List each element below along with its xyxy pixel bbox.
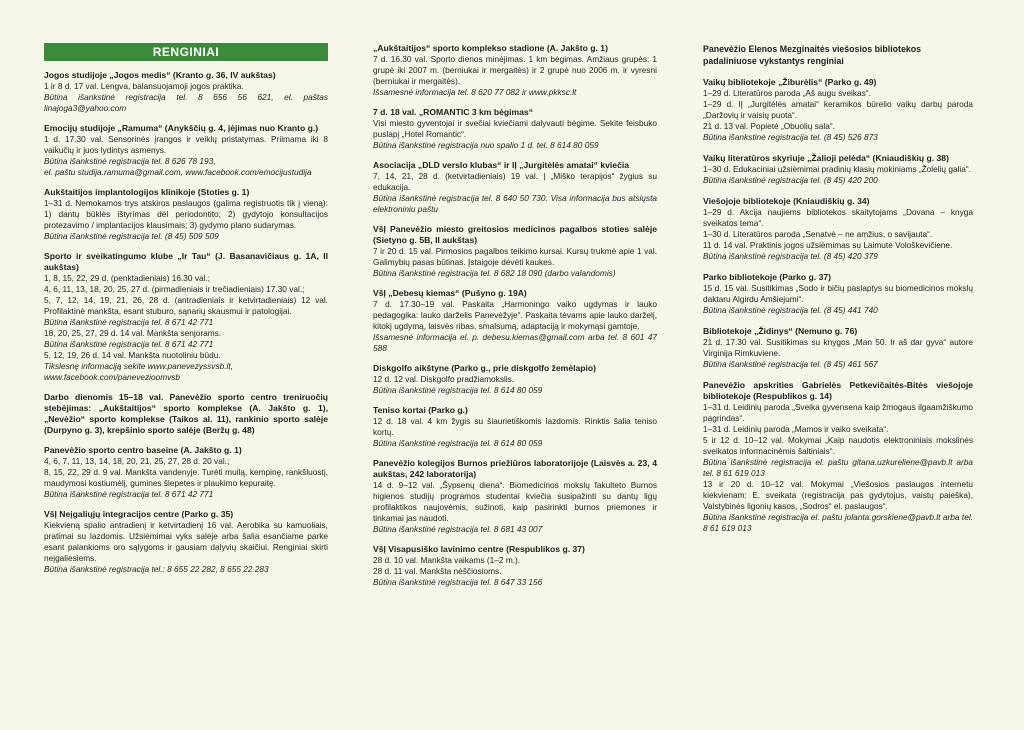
event-entry bbox=[44, 187, 328, 242]
event-venue: Darbo dienomis 15–18 val. Panevėžio sporto centro treniruočių stebėjimas: „Aukštaitijos“ sporto komplekse (A. Jakšto g. 1), „Nevėžio“ sporto komplekse (Taikos al. 11), rankinio sporto salėje (Durpyno g. 3), krepšinio sporto salėje (Beržų g. 48) bbox=[44, 392, 328, 435]
event-entry bbox=[703, 77, 973, 143]
event-registration: Būtina išankstinė registracija tel. (8 45) 526 873 bbox=[703, 132, 878, 142]
event-entry bbox=[703, 326, 973, 370]
event-detail: 1–31 d. Leidinių paroda „Sveika gyvensena kaip žmogaus ilgaamžiškumo pagrindas“. bbox=[703, 402, 973, 423]
event-entry bbox=[44, 70, 328, 114]
event-detail: 1 ir 8 d. 17 val. Lengva, balansuojamoji jogos praktika. bbox=[44, 81, 244, 91]
event-detail: Visi miesto gyventojai ir svečiai kviečiami dalyvauti bėgime. Sekite feisbuko puslapį „Hotel Romantic“. bbox=[373, 118, 657, 139]
event-entry bbox=[373, 160, 657, 215]
event-venue: Viešojoje bibliotekoje (Kniaudiškių g. 34) bbox=[703, 196, 870, 206]
event-venue: Aukštaitijos implantologijos klinikoje (Stoties g. 1) bbox=[44, 187, 250, 197]
event-venue: VšĮ „Debesų kiemas“ (Pušyno g. 19A) bbox=[373, 288, 527, 298]
event-entry bbox=[703, 153, 973, 186]
event-entry bbox=[703, 272, 973, 316]
event-detail: 5 ir 12 d. 10–12 val. Mokymai „Kaip naudotis elektroniniais mokslinės sveikatos informacinėmis šaltiniais“. bbox=[703, 435, 973, 456]
event-entry bbox=[373, 405, 657, 449]
event-registration: Būtina išankstinė registracija tel. (8 45) 441 740 bbox=[703, 305, 878, 315]
event-venue: Jogos studijoje „Jogos medis“ (Kranto g. 36, IV aukštas) bbox=[44, 70, 276, 80]
event-registration: Būtina išankstinė registracija tel. 8 656 56 621, el. paštas linajoga3@yahoo.com bbox=[44, 92, 328, 113]
event-venue: Diskgolfo aikštyne (Parko g., prie diskgolfo žemėlapio) bbox=[373, 363, 597, 373]
event-entry bbox=[373, 544, 657, 588]
event-detail: 5, 12, 19, 26 d. 14 val. Mankšta nuotoliniu būdu. bbox=[44, 350, 221, 360]
event-registration: Būtina išankstinė registracija tel. 8 682 18 090 (darbo valandomis) bbox=[373, 268, 616, 278]
event-detail: 7 d. 17.30–19 val. Paskaita „Harmoningo vaiko ugdymas ir lauko pedagogika: lauko darželis Panevėžyje“. Paskaita tėvams apie lauko darželį, kitokį ugdymą, laisvės ribas, smalsumą, adaptaciją ir mokymąsi gamtoje. bbox=[373, 299, 657, 331]
library-section-heading: Panevėžio Elenos Mezginaitės viešosios bibliotekos padaliniuose vykstantys renginiai bbox=[703, 44, 922, 66]
events-list-3 bbox=[703, 77, 973, 534]
event-detail: 11 d. 14 val. Praktinis jogos užsiėmimas su Laimute Vološkevičiene. bbox=[703, 240, 953, 250]
event-detail: 13 ir 20 d. 10–12 val. Mokymai „Viešosios paslaugos internetu kiekvienam: E. sveikata (registracija pas gydytojus, vaistų paieška), Valstybinės ligonių kasos, „Sodros“ el. paslaugos“. bbox=[703, 479, 973, 511]
event-entry bbox=[703, 380, 973, 534]
event-registration: Būtina išankstinė registracija nuo spalio 1 d. tel. 8 614 80 059 bbox=[373, 140, 599, 150]
event-venue: „Aukštaitijos“ sporto komplekso stadione (A. Jakšto g. 1) bbox=[373, 43, 608, 53]
event-detail: 1–31 d. Nemokamos trys atskiros paslaugos (galima registruotis tik į vieną): 1) dantų būklės ištyrimas dėl periodontito; 2) gydytojo konsultacijos protezavimo / implantacijos klausimais; 3) gydymo plano sudarymas. bbox=[44, 198, 328, 230]
event-registration: www.facebook.com/panevezioomvsb bbox=[44, 372, 181, 382]
event-entry bbox=[373, 224, 657, 279]
event-detail: 7 ir 20 d. 15 val. Pirmosios pagalbos teikimo kursai. Kursų trukmė apie 1 val. Galimybių pasas būtinas. Įstaigoje dėvėti kaukes. bbox=[373, 246, 657, 267]
event-entry bbox=[373, 107, 657, 151]
event-entry bbox=[373, 363, 657, 396]
event-venue: Asociacija „DLD verslo klubas“ ir IĮ „Jurgitėlės amatai“ kviečia bbox=[373, 160, 630, 170]
events-list-2 bbox=[373, 43, 657, 588]
event-detail: 12 d. 18 val. 4 km žygis su šiaurietiškomis lazdomis. Rinktis šalia teniso kortų. bbox=[373, 416, 657, 437]
event-detail: 28 d. 10 val. Mankšta vaikams (1–2 m.). bbox=[373, 555, 521, 565]
event-detail: 21 d. 17.30 val. Susitikimas su knygos „Man 50. Ir aš dar gyva“ autore Virginija Rimkuviene. bbox=[703, 337, 973, 358]
event-detail: 21 d. 13 val. Popietė „Obuolių sala“. bbox=[703, 121, 835, 131]
event-registration: Būtina išankstinė registracija tel. 8 640 50 730. Visa informacija bus atsiųsta elektroniniu paštu bbox=[373, 193, 657, 214]
event-detail: 4, 6, 11, 13, 18, 20, 25, 27 d. (pirmadieniais ir trečiadieniais) 17.30 val.; bbox=[44, 284, 305, 294]
event-registration: Tikslesnę informaciją sekite www.panevezyssvsb.lt, bbox=[44, 361, 233, 371]
event-venue: Panevėžio sporto centro baseine (A. Jakšto g. 1) bbox=[44, 445, 242, 455]
event-registration: Būtina išankstinė registracija tel. 8 671 42 771 bbox=[44, 489, 214, 499]
event-registration: Būtina išankstinė registracija tel.: 8 655 22 282, 8 655 22 283 bbox=[44, 564, 269, 574]
event-venue: Panevėžio kolegijos Burnos priežiūros laboratorijoje (Laisvės a. 23, 4 aukštas, 242 laboratorija) bbox=[373, 458, 657, 479]
event-entry bbox=[703, 196, 973, 262]
events-list-1 bbox=[44, 70, 328, 575]
event-detail: 14 d. 9–12 val. „Šypsenų diena“. Biomedicinos mokslų fakulteto Burnos higienos studijų programos studentai kviečia susipažinti su dantų ligų profilaktikos naujovėmis, sužinoti, kaip pasirinkti burnos priemones ir tinkamai jas naudoti. bbox=[373, 480, 657, 523]
event-venue: VšĮ Neįgaliųjų integracijos centre (Parko g. 35) bbox=[44, 509, 234, 519]
event-registration: Būtina išankstinė registracija el. paštu jolanta.gorskiene@pavb.lt arba tel. 8 61 619 013 bbox=[703, 512, 973, 533]
event-detail: 1, 8, 15, 22, 29 d. (penktadieniais) 16.30 val.; bbox=[44, 273, 211, 283]
event-venue: VšĮ Visapusiško lavinimo centre (Respublikos g. 37) bbox=[373, 544, 585, 554]
event-registration: Būtina išankstinė registracija tel. 8 681 43 007 bbox=[373, 524, 543, 534]
event-detail: 18, 20, 25, 27, 29 d. 14 val. Mankšta senjorams. bbox=[44, 328, 222, 338]
event-registration: Būtina išankstinė registracija tel. (8 45) 420 379 bbox=[703, 251, 878, 261]
event-registration: Būtina išankstinė registracija tel. 8 671 42 771 bbox=[44, 339, 214, 349]
event-detail: Kiekvieną spalio antradienį ir ketvirtadienį 16 val. Aerobika su kamuoliais, pratimai su lazdomis. Užsiėmimai vyks salėje arba šalia esančiame parke esant palankioms oro sąlygoms ir gausiam dalyvių skaičiui. Renginiai skirti neįgaliesiems. bbox=[44, 520, 328, 563]
event-entry bbox=[373, 288, 657, 354]
event-detail: 1–30 d. Literatūros paroda „Senatvė – ne amžius, o savijauta“. bbox=[703, 229, 933, 239]
event-detail: 8, 15, 22, 29 d. 9 val. Mankšta vandenyje. Turėti muilą, kempinę, rankšluostį, maudymosi kostiumėlį, gumines šlepetes ir plaukimo kepuraitę. bbox=[44, 467, 328, 488]
event-venue: Emocijų studijoje „Ramuma“ (Anykščių g. 4, įėjimas nuo Kranto g.) bbox=[44, 123, 319, 133]
event-detail: 5, 7, 12, 14, 19, 21, 26, 28 d. (antradieniais ir ketvirtadieniais) 12 val. Profilaktinė mankšta, esant stuburo, sąnarių skausmui ir patologijai. bbox=[44, 295, 328, 316]
event-detail: 1 d. 17.30 val. Sensorinės įrangos ir veiklų pristatymas. Priimama iki 8 vaikučių ir juos lydintys asmenys. bbox=[44, 134, 328, 155]
event-entry bbox=[44, 509, 328, 575]
event-venue: Sporto ir sveikatingumo klube „Ir Tau“ (J. Basanavičiaus g. 1A, II aukštas) bbox=[44, 251, 328, 272]
event-registration: Būtina išankstinė registracija tel. 8 614 80 059 bbox=[373, 385, 543, 395]
event-registration: Būtina išankstinė registracija tel. 8 647 33 156 bbox=[373, 577, 543, 587]
event-detail: 4, 6, 7, 11, 13, 14, 18, 20, 21, 25, 27, 28 d. 20 val.; bbox=[44, 456, 230, 466]
event-detail: 7 d. 16.30 val. Sporto dienos minėjimas. 1 km bėgimas. Amžiaus grupės: 1 grupė iki 2007 m. (berniukai ir mergaitės) ir 2 grupė nuo 2006 m. ir vyresni (berniukai ir mergaitės). bbox=[373, 54, 657, 86]
event-venue: Vaikų literatūros skyriuje „Žalioji pelėda“ (Kniaudiškių g. 38) bbox=[703, 153, 949, 163]
event-venue: Panevėžio apskrities Gabrielės Petkevičaitės-Bitės viešojoje bibliotekoje (Respublikos g. 14) bbox=[703, 380, 973, 401]
event-entry bbox=[44, 445, 328, 500]
event-detail: 7, 14, 21, 28 d. (ketvirtadieniais) 19 val. | „Miško terapijos“ žygius su edukacija. bbox=[373, 171, 657, 192]
event-entry bbox=[44, 392, 328, 436]
event-detail: 1–29 d. Akcija naujiems bibliotekos skaitytojams „Dovana – knyga sveikatos tema“. bbox=[703, 207, 973, 228]
event-registration: Būtina išankstinė registracija tel. 8 671 42 771 bbox=[44, 317, 214, 327]
column-2 bbox=[373, 43, 657, 597]
event-registration: el. paštu studija.ramuma@gmail.com, www.facebook.com/emocijustudija bbox=[44, 167, 312, 177]
event-entry bbox=[373, 458, 657, 535]
event-venue: Vaikų bibliotekoje „Žiburėlis“ (Parko g. 49) bbox=[703, 77, 877, 87]
event-registration: Išsamesnė informacija tel. 8 620 77 082 ir www.pkksc.lt bbox=[373, 87, 577, 97]
event-detail: 1–29 d. IĮ „Jurgitėlės amatai“ keramikos būrelio vaikų darbų paroda „Daržovių ir vaisių puota“. bbox=[703, 99, 973, 120]
event-venue: Parko bibliotekoje (Parko g. 37) bbox=[703, 272, 831, 282]
event-detail: 15 d. 15 val. Susitikimas „Sodo ir bičių paslaptys su biomedicinos mokslų daktaru Algirdu Amšiejumi“. bbox=[703, 283, 973, 304]
events-banner: RENGINIAI bbox=[44, 43, 328, 61]
column-3 bbox=[703, 43, 973, 544]
event-registration: Būtina išankstinė registracija el. paštu gitana.uzkureliene@pavb.lt arba tel. 8 61 619 013 bbox=[703, 457, 973, 478]
event-entry bbox=[44, 251, 328, 383]
event-registration: Būtina išankstinė registracija tel. (8 45) 509 509 bbox=[44, 231, 219, 241]
event-venue: Bibliotekoje „Židinys“ (Nemuno g. 76) bbox=[703, 326, 858, 336]
event-registration: Būtina išankstinė registracija tel. (8 45) 420 200 bbox=[703, 175, 878, 185]
event-venue: Teniso kortai (Parko g.) bbox=[373, 405, 468, 415]
event-detail: 28 d. 11 val. Mankšta nėščiosioms. bbox=[373, 566, 502, 576]
event-registration: Išsamesnė informacija el. p. debesu.kiemas@gmail.com arba tel. 8 601 47 588 bbox=[373, 332, 657, 353]
event-venue: 7 d. 18 val. „ROMANTIC 3 km bėgimas“ bbox=[373, 107, 533, 117]
event-detail: 1–30 d. Edukaciniai užsiėmimai pradinių klasių mokiniams „Žolelių galia“. bbox=[703, 164, 971, 174]
event-registration: Būtina išankstinė registracija tel. 8 614 80 059 bbox=[373, 438, 543, 448]
event-detail: 12 d. 12 val. Diskgolfo pradžiamokslis. bbox=[373, 374, 515, 384]
event-registration: Būtina išankstinė registracija tel. (8 45) 461 567 bbox=[703, 359, 878, 369]
event-entry bbox=[44, 123, 328, 178]
event-registration: Būtina išankstinė registracija tel. 8 626 78 193, bbox=[44, 156, 216, 166]
event-entry bbox=[373, 43, 657, 98]
column-1 bbox=[44, 43, 328, 584]
event-detail: 1–31 d. Leidinių paroda „Mamos ir vaiko sveikata“. bbox=[703, 424, 889, 434]
event-detail: 1–29 d. Literatūros paroda „Aš augu sveikas“. bbox=[703, 88, 871, 98]
event-venue: VšĮ Panevėžio miesto greitosios medicinos pagalbos stoties salėje (Sietyno g. 5B, II aukštas) bbox=[373, 224, 657, 245]
